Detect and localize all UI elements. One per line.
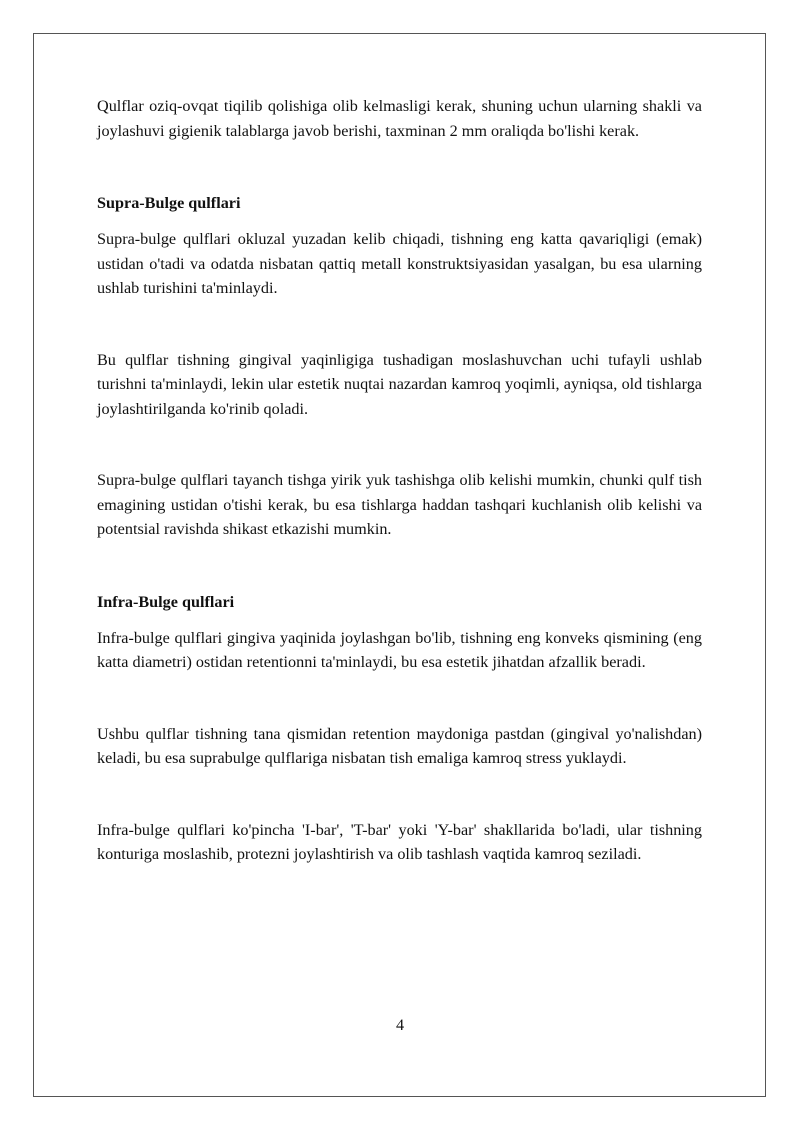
spacer [97, 771, 702, 818]
spacer [97, 675, 702, 722]
spacer [97, 614, 702, 626]
infra-paragraph-3: Infra-bulge qulflari ko'pincha 'I-bar', 'T-bar' yoki 'Y-bar' shakllarida bo'ladi, ular tishning konturiga moslashib, protezni joylashtirish va olib tashlash vaqtida kamroq seziladi. [97, 820, 702, 863]
spacer [97, 301, 702, 348]
supra-paragraph-1: Supra-bulge qulflari okluzal yuzadan kelib chiqadi, tishning eng katta qavariqligi (emak) ustidan o'tadi va odatda nisbatan qattiq metall konstruktsiyasidan yasalgan, bu esa ularning ushlab turishini ta'minlaydi. [97, 230, 702, 297]
supra-paragraph-2: Bu qulflar tishning gingival yaqinligiga tushadigan moslashuvchan uchi tufayli ushlab turishni ta'minlaydi, lekin ular estetik nuqtai nazardan kamroq yoqimli, ayniqsa, old tishlarga joylashtirilganda ko'rinib qoladi. [97, 350, 702, 418]
spacer [97, 542, 702, 590]
infra-paragraph-1: Infra-bulge qulflari gingiva yaqinida joylashgan bo'lib, tishning eng konveks qismining (eng katta diametri) ostidan retentionni ta'minlaydi, bu esa estetik jihatdan afzallik beradi. [97, 628, 702, 671]
page-number: 4 [395, 1016, 405, 1034]
intro-paragraph: Qulflar oziq-ovqat tiqilib qolishiga olib kelmasligi kerak, shuning uchun ularning shakli va joylashuvi gigienik talablarga javob berishi, taxminan 2 mm oraliqda bo'lishi kerak. [97, 97, 702, 140]
infra-paragraph-2: Ushbu qulflar tishning tana qismidan retention maydoniga pastdan (gingival yo'nalishdan) keladi, bu esa suprabulge qulflariga nisbatan tish emaliga kamroq stress yuklaydi. [97, 724, 702, 767]
section-heading-supra: Supra-Bulge qulflari [97, 194, 241, 212]
supra-paragraph-3: Supra-bulge qulflari tayanch tishga yirik yuk tashishga olib kelishi mumkin, chunki qulf tish emagining ustidan o'tishi kerak, bu esa tishlarga haddan tashqari kuchlanish olib kelishi va potentsial ravishda shikast etkazishi mumkin. [97, 471, 702, 538]
spacer [97, 421, 702, 468]
section-heading-infra: Infra-Bulge qulflari [97, 592, 235, 611]
spacer [97, 215, 702, 227]
page-content [97, 94, 702, 867]
spacer [97, 143, 702, 191]
